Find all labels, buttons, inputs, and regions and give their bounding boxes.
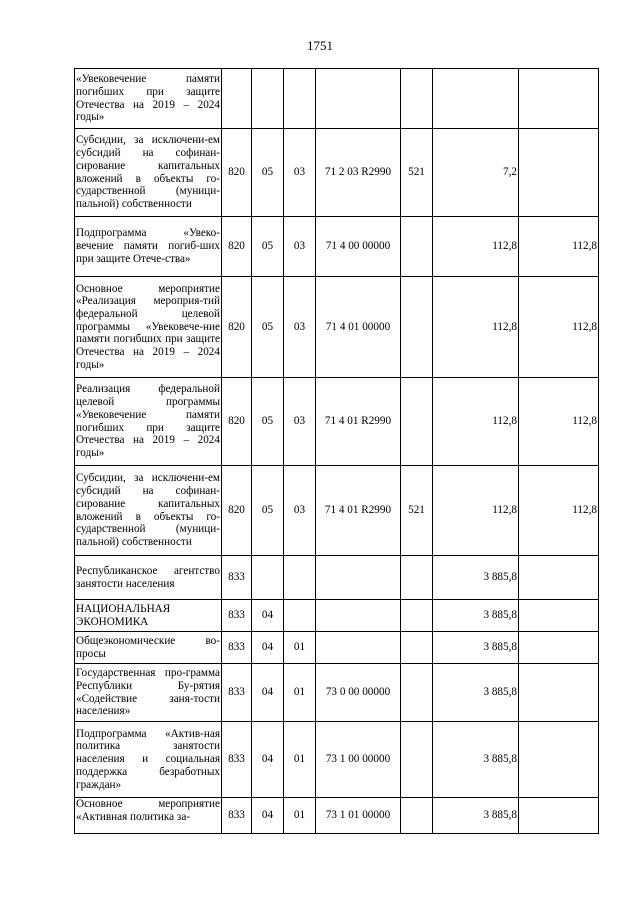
cell-rz: 05 (252, 217, 284, 277)
cell-rz: 05 (252, 466, 284, 556)
cell-sum1: 3 885,8 (433, 600, 519, 632)
cell-sum2: 112,8 (519, 466, 599, 556)
cell-rz: 05 (252, 277, 284, 378)
cell-sum2: 112,8 (519, 277, 599, 378)
page-number: 1751 (307, 38, 333, 53)
table-row (75, 664, 599, 722)
table-row (75, 466, 599, 556)
cell-pr: 03 (284, 217, 316, 277)
cell-csr (316, 600, 401, 632)
table-row (75, 277, 599, 378)
cell-pr (284, 556, 316, 600)
cell-sum2 (519, 600, 599, 632)
cell-grbs: 820 (222, 378, 252, 466)
cell-pr (284, 69, 316, 129)
cell-sum1 (433, 69, 519, 129)
cell-csr: 71 4 01 R2990 (316, 466, 401, 556)
cell-sum1: 3 885,8 (433, 664, 519, 722)
cell-rz (252, 69, 284, 129)
cell-sum1: 112,8 (433, 217, 519, 277)
cell-grbs: 820 (222, 277, 252, 378)
cell-name: Основное мероприятие «Активная политика за- (75, 798, 222, 834)
cell-rz: 04 (252, 722, 284, 798)
cell-pr (284, 600, 316, 632)
cell-rz: 04 (252, 664, 284, 722)
cell-vr (401, 664, 433, 722)
cell-grbs: 833 (222, 600, 252, 632)
cell-sum2 (519, 798, 599, 834)
cell-name: Общеэкономические во-просы (75, 632, 222, 664)
cell-pr: 03 (284, 129, 316, 217)
cell-grbs: 833 (222, 664, 252, 722)
cell-csr: 73 0 00 00000 (316, 664, 401, 722)
cell-vr (401, 69, 433, 129)
cell-vr (401, 722, 433, 798)
cell-sum2: 112,8 (519, 217, 599, 277)
cell-grbs (222, 69, 252, 129)
cell-vr (401, 632, 433, 664)
cell-sum1: 3 885,8 (433, 798, 519, 834)
cell-csr: 71 4 01 00000 (316, 277, 401, 378)
cell-sum2 (519, 69, 599, 129)
table-row (75, 722, 599, 798)
cell-rz (252, 556, 284, 600)
table-row (75, 556, 599, 600)
cell-pr: 03 (284, 466, 316, 556)
cell-name: Основное мероприятие «Реализация мероприя-тий федеральной целевой программы «Увековече-ние памяти погибших при защите Отечества на 2019 – 2024 годы» (75, 277, 222, 378)
cell-name: Республиканское агентство занятости населения (75, 556, 222, 600)
budget-table (74, 68, 599, 834)
cell-sum2 (519, 632, 599, 664)
cell-pr: 03 (284, 277, 316, 378)
cell-vr: 521 (401, 129, 433, 217)
cell-vr (401, 600, 433, 632)
cell-sum1: 7,2 (433, 129, 519, 217)
table-row (75, 217, 599, 277)
cell-grbs: 820 (222, 129, 252, 217)
cell-vr: 521 (401, 466, 433, 556)
cell-sum2 (519, 129, 599, 217)
cell-vr (401, 378, 433, 466)
cell-name: Государственная про-грамма Республики Бу-рятия «Содействие заня-тости населения» (75, 664, 222, 722)
cell-name: Подпрограмма «Актив-ная политика занятости населения и социальная поддержка безработных граждан» (75, 722, 222, 798)
cell-vr (401, 556, 433, 600)
cell-csr (316, 632, 401, 664)
cell-rz: 04 (252, 600, 284, 632)
table-row (75, 632, 599, 664)
cell-pr: 01 (284, 664, 316, 722)
cell-grbs: 820 (222, 466, 252, 556)
cell-name: Реализация федеральной целевой программы «Увековечение памяти погибших при защите Отечества на 2019 – 2024 годы» (75, 378, 222, 466)
cell-grbs: 833 (222, 722, 252, 798)
cell-sum2 (519, 722, 599, 798)
cell-csr: 71 2 03 R2990 (316, 129, 401, 217)
table-row (75, 798, 599, 834)
cell-rz: 04 (252, 632, 284, 664)
cell-vr (401, 798, 433, 834)
cell-pr: 01 (284, 722, 316, 798)
table-row (75, 378, 599, 466)
cell-rz: 05 (252, 129, 284, 217)
table-row (75, 129, 599, 217)
cell-sum2: 112,8 (519, 378, 599, 466)
cell-pr: 01 (284, 798, 316, 834)
cell-sum1: 3 885,8 (433, 632, 519, 664)
cell-pr: 03 (284, 378, 316, 466)
cell-name: Субсидии, за исключени-ем субсидий на софинан-сирование капитальных вложений в объекты го-сударственной (муници-пальной) собственности (75, 466, 222, 556)
cell-csr: 71 4 01 R2990 (316, 378, 401, 466)
cell-csr (316, 69, 401, 129)
cell-csr (316, 556, 401, 600)
cell-grbs: 833 (222, 556, 252, 600)
cell-name: Субсидии, за исключени-ем субсидий на софинан-сирование капитальных вложений в объекты го-сударственной (муници-пальной) собственности (75, 129, 222, 217)
cell-pr: 01 (284, 632, 316, 664)
cell-csr: 71 4 00 00000 (316, 217, 401, 277)
cell-grbs: 833 (222, 798, 252, 834)
cell-csr: 73 1 00 00000 (316, 722, 401, 798)
cell-name: Подпрограмма «Увеко-вечение памяти погиб-ших при защите Отече-ства» (75, 217, 222, 277)
cell-csr: 73 1 01 00000 (316, 798, 401, 834)
cell-grbs: 820 (222, 217, 252, 277)
cell-vr (401, 277, 433, 378)
cell-name: НАЦИОНАЛЬНАЯ ЭКОНОМИКА (75, 600, 222, 632)
cell-sum1: 112,8 (433, 466, 519, 556)
cell-sum1: 112,8 (433, 277, 519, 378)
cell-sum1: 3 885,8 (433, 556, 519, 600)
cell-sum1: 112,8 (433, 378, 519, 466)
cell-rz: 05 (252, 378, 284, 466)
table-row (75, 69, 599, 129)
cell-name: «Увековечение памяти погибших при защите Отечества на 2019 – 2024 годы» (75, 69, 222, 129)
cell-sum1: 3 885,8 (433, 722, 519, 798)
cell-rz: 04 (252, 798, 284, 834)
cell-sum2 (519, 556, 599, 600)
cell-sum2 (519, 664, 599, 722)
cell-vr (401, 217, 433, 277)
cell-grbs: 833 (222, 632, 252, 664)
table-row (75, 600, 599, 632)
